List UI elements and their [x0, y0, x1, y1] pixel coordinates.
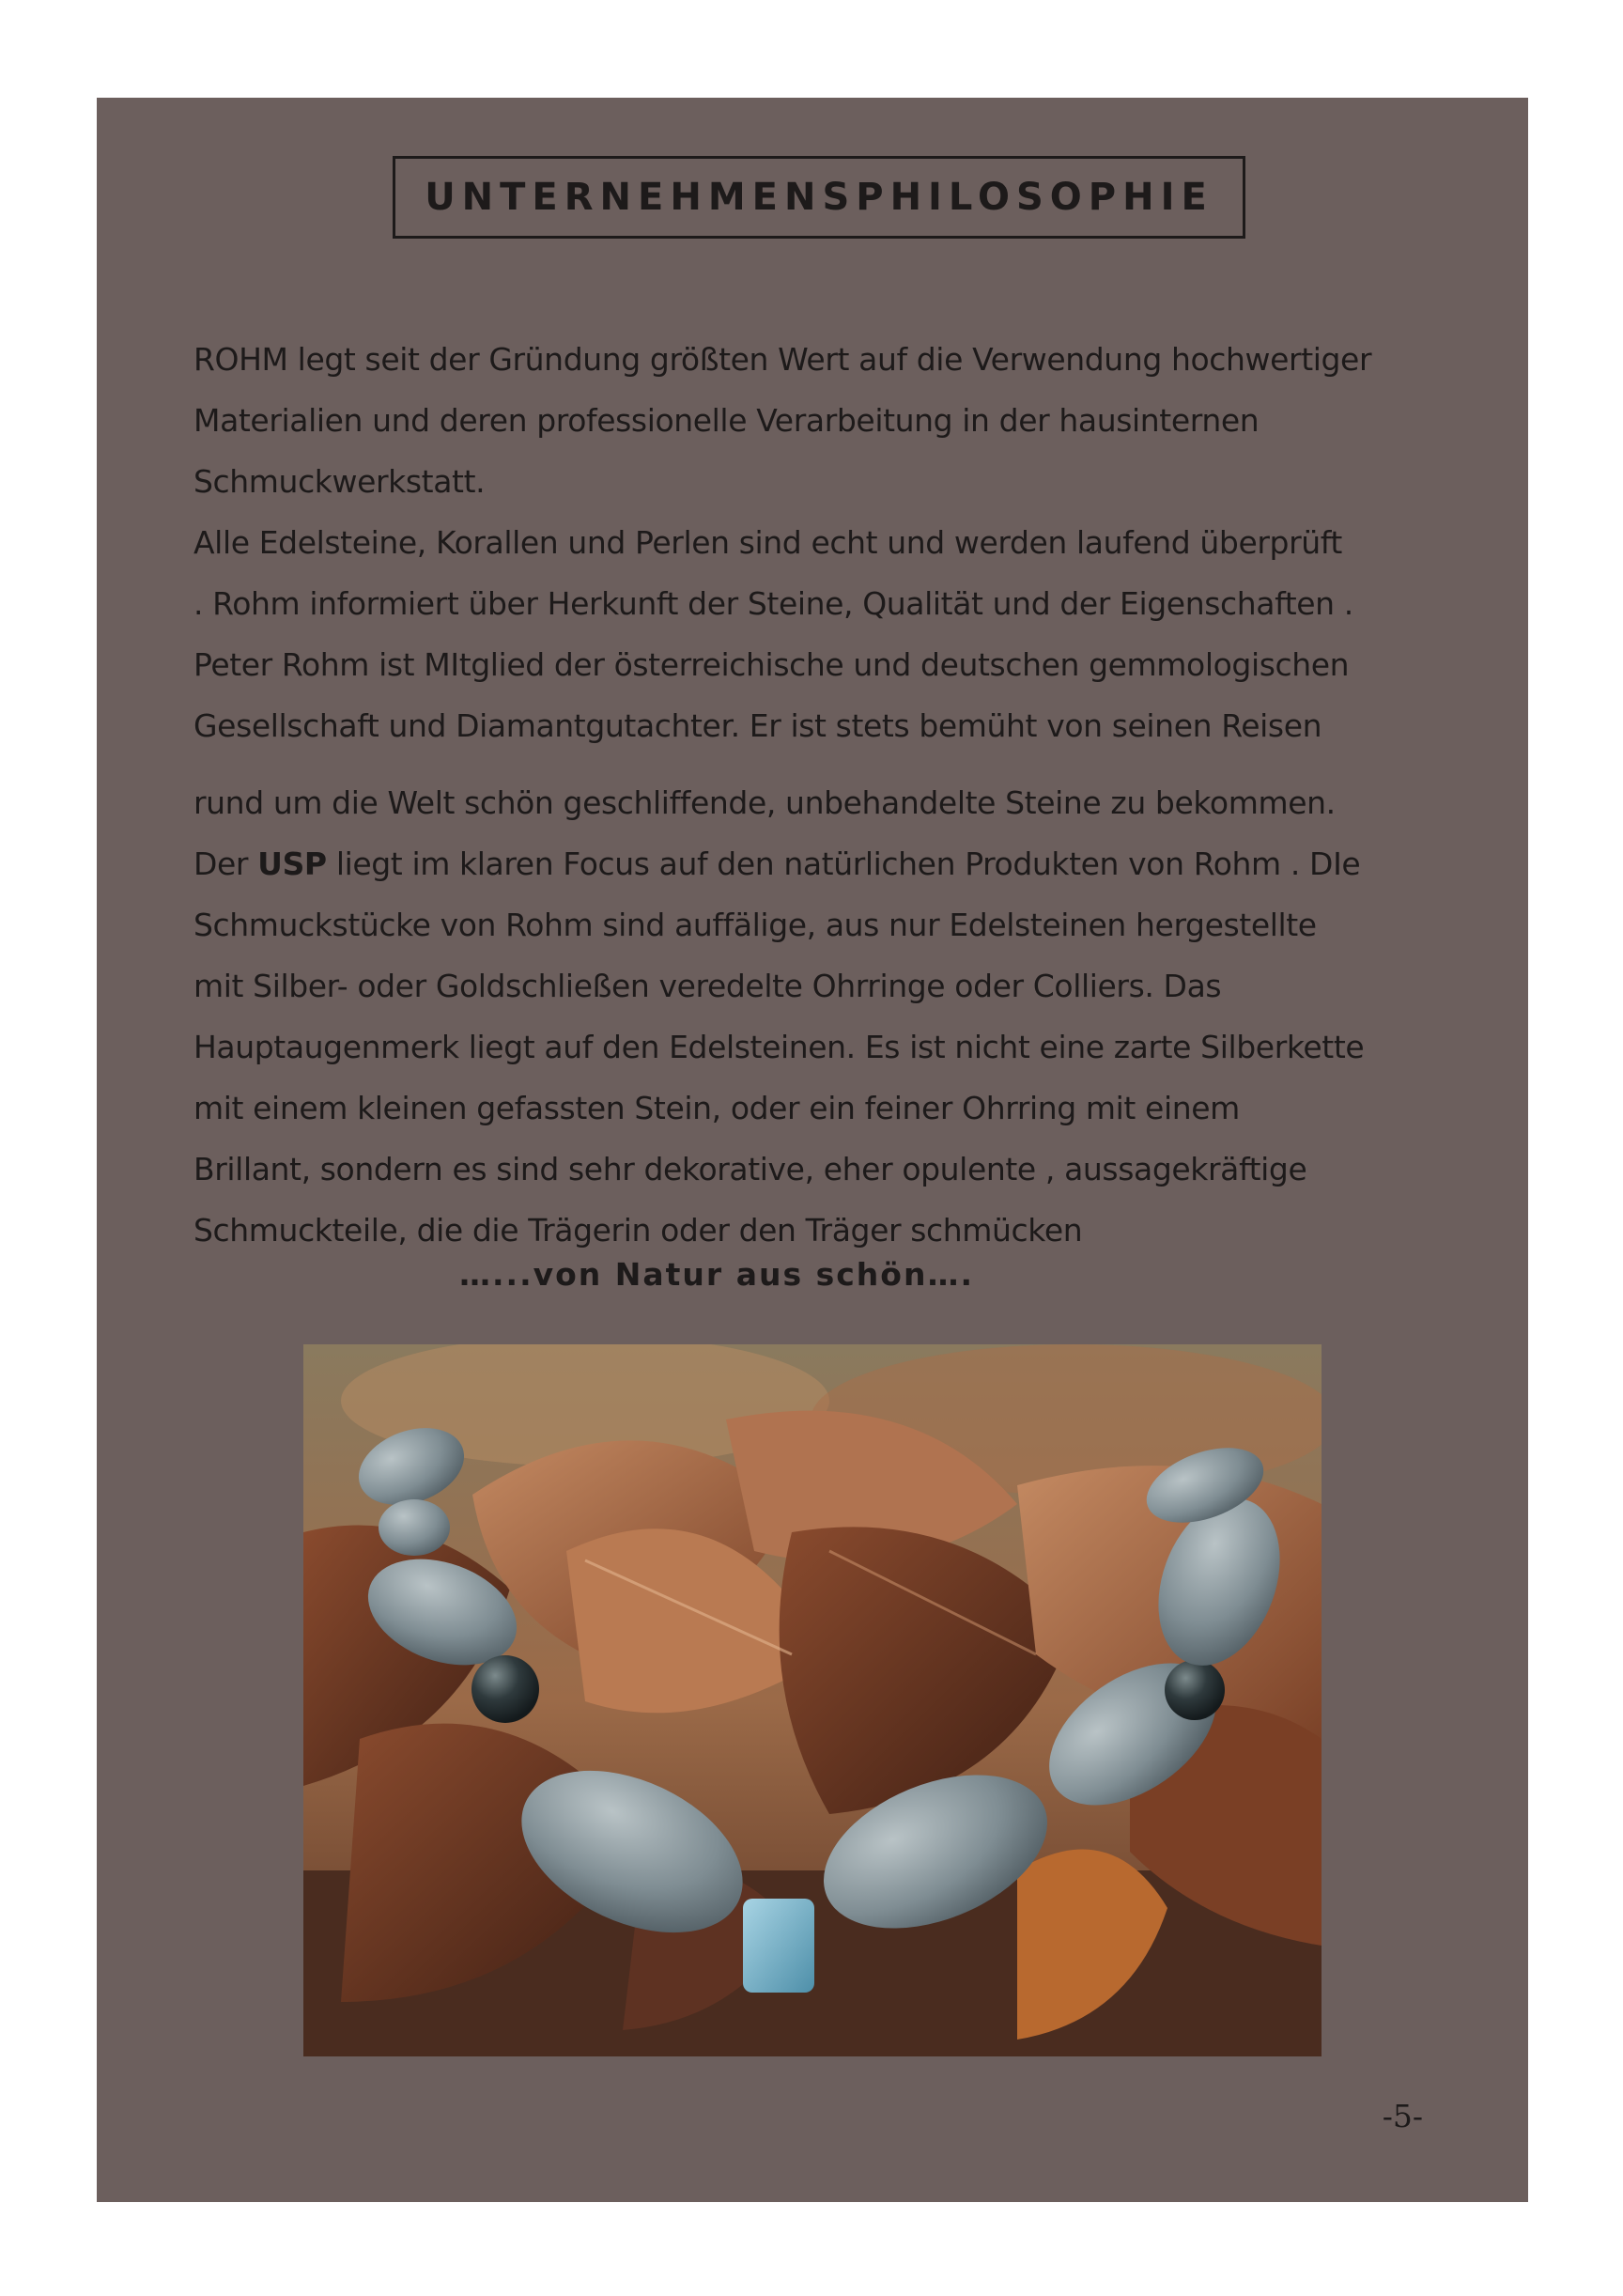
- text-line: Schmuckwerkstatt.: [193, 463, 486, 500]
- text-line: Brillant, sondern es sind sehr dekorative, eher opulente , aussagekräftige: [193, 1151, 1307, 1187]
- tagline: …...von Natur aus schön….: [459, 1256, 974, 1293]
- necklace-photo: [303, 1344, 1322, 2056]
- usp-suffix: liegt im klaren Focus auf den natürlichen Produkten von Rohm . DIe: [326, 845, 1361, 882]
- aquamarine-bead: [743, 1899, 814, 1993]
- page-number: -5-: [1382, 2098, 1423, 2134]
- text-line: Schmuckstücke von Rohm sind auffälige, aus nur Edelsteinen hergestellte: [193, 907, 1317, 943]
- text-line: mit einem kleinen gefassten Stein, oder ein feiner Ohrring mit einem: [193, 1090, 1240, 1126]
- text-line: rund um die Welt schön geschliffende, unbehandelte Steine zu bekommen.: [193, 784, 1336, 821]
- stone-bead: [379, 1499, 450, 1556]
- text-line: Peter Rohm ist MItglied der österreichische und deutschen gemmologischen: [193, 646, 1350, 683]
- text-line: Materialien und deren professionelle Verarbeitung in der hausinternen: [193, 402, 1260, 439]
- text-line: Alle Edelsteine, Korallen und Perlen sind echt und werden laufend überprüft: [193, 524, 1342, 561]
- page-panel: [97, 98, 1528, 2202]
- text-line: . Rohm informiert über Herkunft der Steine, Qualität und der Eigenschaften .: [193, 585, 1353, 622]
- text-line: Gesellschaft und Diamantgutachter. Er ist stets bemüht von seinen Reisen: [193, 707, 1322, 744]
- tahiti-pearl: [1165, 1660, 1225, 1720]
- title-box: [393, 156, 1245, 239]
- usp-prefix: Der: [193, 845, 258, 882]
- tahiti-pearl: [471, 1655, 539, 1723]
- text-line: ROHM legt seit der Gründung größten Wert auf die Verwendung hochwertiger: [193, 341, 1372, 378]
- text-line: mit Silber- oder Goldschließen veredelte Ohrringe oder Colliers. Das: [193, 968, 1222, 1004]
- page-title: UNTERNEHMENSPHILOSOPHIE: [425, 176, 1213, 219]
- text-line: Hauptaugenmerk liegt auf den Edelsteinen. Es ist nicht eine zarte Silberkette: [193, 1029, 1365, 1065]
- text-line-usp: [193, 833, 1504, 894]
- usp-highlight: USP: [257, 845, 327, 882]
- philosophy-text: [193, 329, 1504, 1261]
- text-line: Schmuckteile, die die Trägerin oder den Träger schmücken: [193, 1212, 1083, 1249]
